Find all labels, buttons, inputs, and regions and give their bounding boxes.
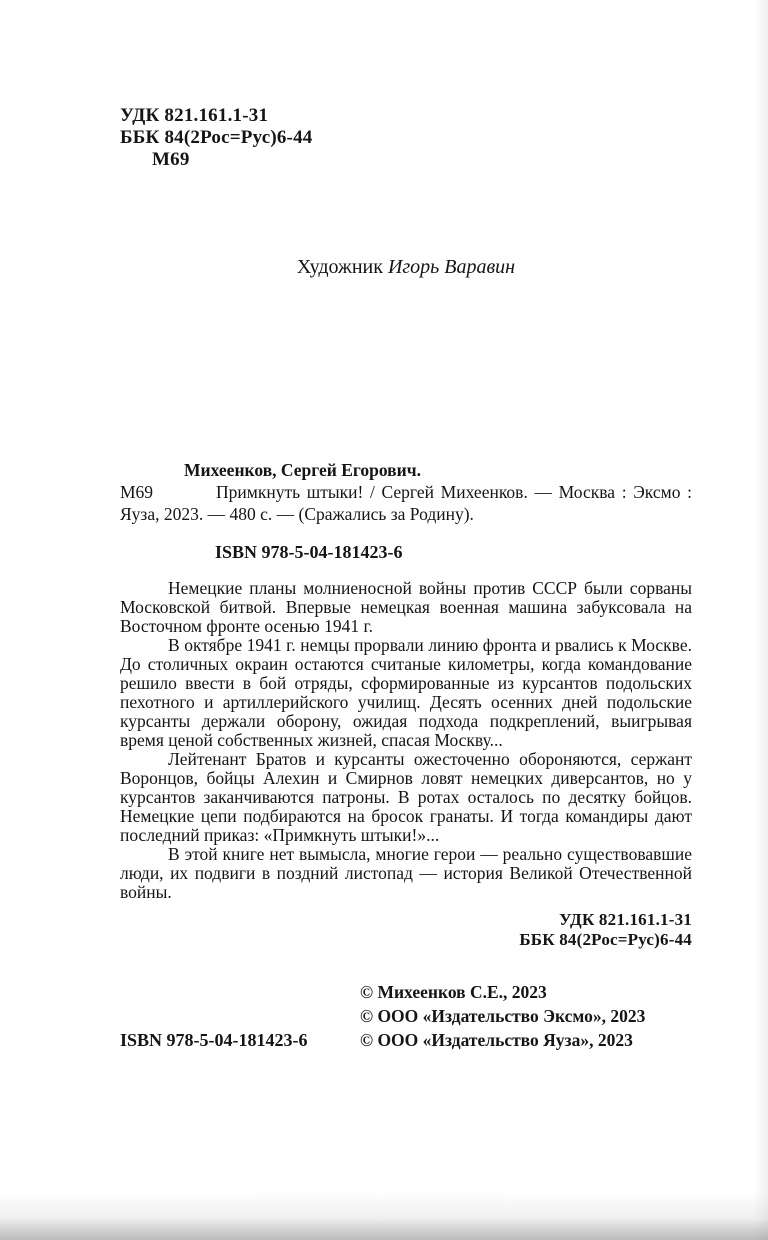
annotation-paragraph: Лейтенант Братов и курсанты ожесточенно обороняются, сержант Воронцов, бойцы Алехин и Смирнов ловят немецких диверсантов, но у курсантов заканчиваются патроны. В ротах осталось по десятку бойцов. Немецкие цепи подбираются на бросок гранаты. И тогда командиры дают последний приказ: «Примкнуть штыки!»...: [120, 749, 692, 845]
classification-codes-top: [120, 105, 692, 171]
classification-codes-bottom: [120, 910, 692, 950]
bbk-code-bottom: ББК 84(2Рос=Рус)6-44: [519, 930, 692, 949]
author-sign-margin: М69: [120, 482, 154, 502]
text-column: [120, 105, 692, 1052]
artist-label: Художник: [296, 256, 383, 278]
isbn-bottom: ISBN 978-5-04-181423-6: [120, 1030, 308, 1050]
annotation-paragraph: Немецкие планы молниеносной войны против СССР были сорваны Московской битвой. Впервые немецкая военная машина забуксовала на Восточном фронте осенью 1941 г.: [120, 578, 692, 636]
bibliographic-description: Примкнуть штыки! / Сергей Михеенков. — Москва : Эксмо : Яуза, 2023. — 480 с. — (Сражались за Родину).: [120, 482, 692, 524]
copyright-lines: [360, 980, 692, 1052]
bbk-code-top: ББК 84(2Рос=Рус)6-44: [120, 127, 313, 148]
catalog-card: [120, 459, 692, 563]
copyright-line: © ООО «Издательство Эксмо», 2023: [360, 1006, 646, 1026]
udk-code-top: УДК 821.161.1-31: [120, 105, 269, 126]
author-sign-top: М69: [152, 149, 190, 170]
annotation: [120, 579, 692, 902]
copyright-block: [120, 980, 692, 1052]
author-heading: Михеенков, Сергей Егорович.: [184, 460, 421, 480]
copyright-line: © ООО «Издательство Яуза», 2023: [360, 1030, 633, 1050]
page-edge-shadow-bottom: [0, 1192, 768, 1240]
annotation-paragraph: В октябре 1941 г. немцы прорвали линию фронта и рвались к Москве. До столичных окраин остаются считаные километры, когда командование решило ввести в бой отряды, сформированные из курсантов подольских пехотного и артиллерийского училищ. Десять осенних дней подольские курсанты держали оборону, ожидая подхода подкреплений, выигрывая время ценой собственных жизней, спасая Москву...: [120, 635, 692, 750]
copyright-line: © Михеенков С.Е., 2023: [360, 982, 547, 1002]
udk-code-bottom: УДК 821.161.1-31: [559, 910, 692, 929]
annotation-paragraph: В этой книге нет вымысла, многие герои — реально существовавшие люди, их подвиги в поздний листопад — история Великой Отечественной войны.: [120, 844, 692, 902]
artist-credit: [120, 255, 692, 279]
page-edge-shadow-right: [754, 0, 768, 1240]
isbn-card: ISBN 978-5-04-181423-6: [215, 542, 403, 562]
catalog-entry: [120, 481, 692, 525]
artist-name: Игорь Варавин: [387, 256, 516, 278]
